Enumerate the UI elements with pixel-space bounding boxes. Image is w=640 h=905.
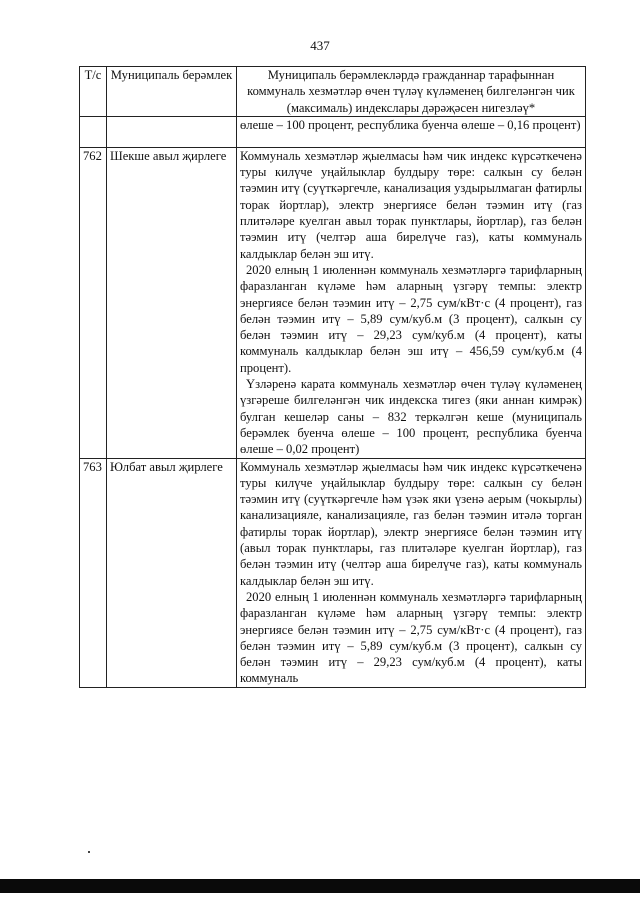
justification-text (237, 458, 586, 687)
paragraph: 2020 елның 1 июленнән коммуналь хезмәтләргә тарифларның фаразланган күләме һәм аларның үзгәрү темпы: электр энергиясе белән тәэмин итү – 2,75 сум/кВт·с (4 процент), газ белән тәэмин итү – 5,89 сум/куб.м (3 процент), салкын су белән тәэмин итү – 29,23 сум/куб.м (4 процент), каты коммуналь (240, 589, 582, 686)
continuation-row (80, 116, 586, 147)
table-header-row (80, 67, 586, 117)
table-row (80, 147, 586, 458)
continuation-text: өлеше – 100 процент, республика буенча өлеше – 0,16 процент) (237, 116, 586, 147)
municipal-index-table (79, 66, 586, 688)
header-number: Т/с (80, 67, 107, 117)
scan-speck (88, 851, 90, 853)
header-index-justification: Муниципаль берәмлекләрдә гражданнар тарафыннан коммуналь хезмәтләр өчен түләү күләменең билгеләнгән чик (максималь) индекслары дәрәҗәсен нигезләү* (237, 67, 586, 117)
page-number: 437 (310, 38, 330, 53)
row-number: 762 (80, 147, 107, 458)
scan-edge-bar (0, 879, 640, 893)
municipality-name: Шекше авыл җирлеге (107, 147, 237, 458)
header-municipality: Муниципаль берәмлек (107, 67, 237, 117)
paragraph: Коммуналь хезмәтләр җыелмасы һәм чик индекс күрсәткеченә туры килүче уңайлыклар булдыру төре: салкын су белән тәэмин итү (суүткәргечле, канализация уздырылмаган фатирлы торак йортлар), электр энергиясе белән тәэмин итү (газ плитәләре куелган авыл торак пунктлары, йортлар), газ белән тәэмин итү (челтәр аша бирелүче газ), каты коммуналь калдыклар белән эш итү. (240, 148, 582, 261)
row-number: 763 (80, 458, 107, 687)
paragraph: Коммуналь хезмәтләр җыелмасы һәм чик индекс күрсәткеченә туры килүче уңайлыклар булдыру төре: салкын су белән тәэмин итү (суүткәргечле һәм үзәк яки үзенә аерым (чокырлы) канализацияле, канализацияле, газ белән тәэмин итәлә торган фатирлы торак йортлар), электр энергиясе белән тәэмин итү (авыл торак пунктлары, газ плитәләре куелган йортлар), газ белән тәэмин итү (челтәр аша бирелүче газ), каты коммуналь калдыклар белән эш итү. (240, 459, 582, 588)
municipality-name: Юлбат авыл җирлеге (107, 458, 237, 687)
paragraph: 2020 елның 1 июленнән коммуналь хезмәтләргә тарифларның фаразланган күләме һәм аларның үзгәрү темпы: электр энергиясе белән тәэмин итү – 2,75 сум/кВт·с (4 процент), газ белән тәэмин итү – 5,89 сум/куб.м (3 процент), салкын су белән тәэмин итү – 29,23 сум/куб.м (4 процент), каты коммуналь калдыклар белән эш итү – 456,59 сум/куб.м (4 процент). (240, 262, 582, 375)
paragraph: Үзләренә карата коммуналь хезмәтләр өчен түләү күләменең үзгәреше билгеләнгән чик индекска тигез (яки аннан кимрәк) булган кешеләр саны – 832 теркәлгән кеше (муниципаль берәмлек буенча өлеше – 100 процент, республика буенча өлеше – 0,02 процент) (240, 377, 582, 457)
justification-text (237, 147, 586, 458)
table-row (80, 458, 586, 687)
